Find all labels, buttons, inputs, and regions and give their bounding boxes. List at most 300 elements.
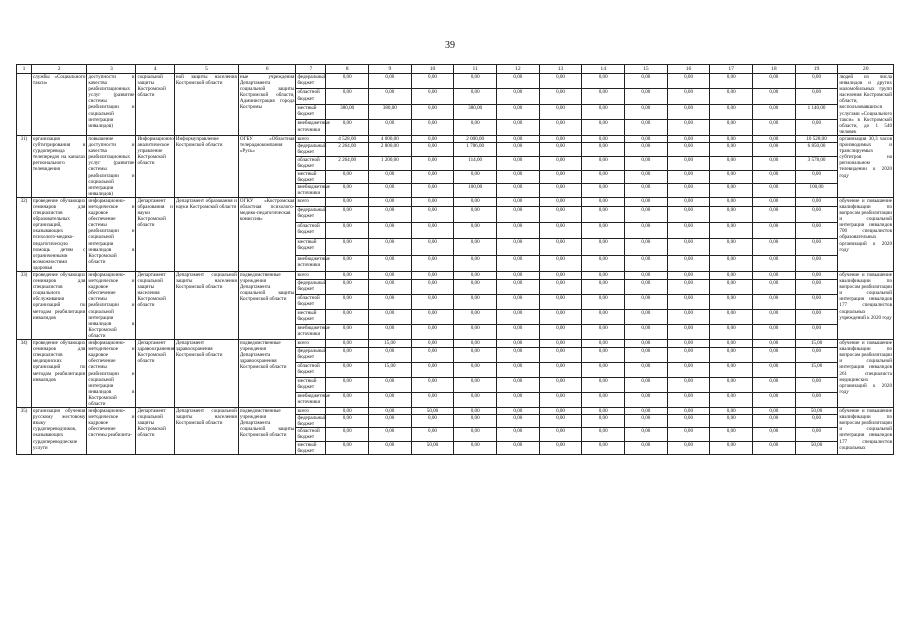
- funding-value: 0,00: [710, 255, 753, 271]
- funding-value: 0,00: [710, 120, 753, 135]
- funding-value: 0,00: [326, 255, 369, 271]
- funding-value: 0,00: [326, 272, 369, 280]
- measure-direction: информационно-методическое и кадровое обеспечение системы реабилитации и социальной интеграции инвалидов в Костромской области: [88, 272, 135, 339]
- funding-value: 0,00: [497, 170, 540, 184]
- funding-value: 0,00: [411, 280, 454, 295]
- funding-value: 0,00: [326, 310, 369, 325]
- measure-description: службы «Социального такси»: [31, 74, 86, 136]
- funding-value: 0,00: [710, 363, 753, 378]
- funding-value: 50,00: [795, 408, 838, 415]
- participants: подведомственные учреждения Департамента социальной защиты Костромской области: [238, 408, 296, 455]
- funding-value: 0,00: [411, 340, 454, 348]
- coexecutor: Информуправление Костромской области: [174, 135, 238, 197]
- funding-value: 0,00: [753, 222, 796, 238]
- funding-value: 0,00: [667, 239, 710, 255]
- funding-value: 0,00: [454, 272, 497, 280]
- funding-value: 0,00: [326, 325, 369, 340]
- funding-value: 0,00: [582, 310, 625, 325]
- funding-value: 0,00: [753, 378, 796, 393]
- measure-number: 34): [17, 340, 32, 408]
- funding-value: 6 850,00: [795, 143, 838, 157]
- funding-value: 0,00: [454, 222, 497, 238]
- funding-value: 0,00: [795, 428, 838, 441]
- funding-value: 0,00: [710, 222, 753, 238]
- measure-direction: информационно-методическое и кадровое обеспечение системы реабилита-: [87, 408, 136, 455]
- funding-value: 0,00: [454, 363, 497, 378]
- funding-value: 0,00: [667, 393, 710, 408]
- funding-value: 0,00: [625, 197, 668, 206]
- funding-value: 0,00: [753, 325, 796, 340]
- funding-value: 0,00: [795, 310, 838, 325]
- funding-value: 0,00: [753, 280, 796, 295]
- funding-value: 0,00: [539, 135, 582, 142]
- funding-value: 0,00: [411, 89, 454, 104]
- funding-value: 0,00: [369, 120, 412, 135]
- funding-value: 0,00: [539, 363, 582, 378]
- funding-value: 0,00: [539, 206, 582, 222]
- funding-value: 0,00: [667, 156, 710, 170]
- funding-value: 0,00: [497, 340, 540, 348]
- column-number: 13: [539, 65, 582, 74]
- funding-value: 0,00: [710, 272, 753, 280]
- funding-value: 0,00: [582, 363, 625, 378]
- funding-source: местный бюджет: [296, 104, 326, 119]
- funding-value: 50,00: [411, 441, 454, 454]
- funding-value: 0,00: [710, 415, 753, 428]
- funding-value: 0,00: [582, 239, 625, 255]
- funding-source: внебюджетные источники: [296, 393, 326, 408]
- funding-value: 0,00: [795, 239, 838, 255]
- funding-value: 0,00: [753, 340, 796, 348]
- funding-value: 0,00: [753, 239, 796, 255]
- funding-source: областной бюджет: [296, 428, 326, 441]
- column-number: 14: [582, 65, 625, 74]
- funding-value: 0,00: [369, 272, 412, 280]
- responsible-executor: Департамент здравоохранения Костромской области: [136, 340, 174, 408]
- funding-source: внебюджетные источники: [296, 325, 326, 340]
- funding-value: 0,00: [667, 184, 710, 198]
- funding-value: 0,00: [795, 295, 838, 310]
- funding-value: 0,00: [753, 170, 796, 184]
- funding-value: 0,00: [582, 295, 625, 310]
- funding-value: 0,00: [667, 295, 710, 310]
- column-number: 3: [87, 65, 136, 74]
- funding-value: 0,00: [369, 222, 412, 238]
- funding-value: 50,00: [411, 408, 454, 415]
- funding-value: 0,00: [539, 378, 582, 393]
- funding-value: 0,00: [625, 325, 668, 340]
- funding-value: 0,00: [411, 415, 454, 428]
- funding-value: 0,00: [795, 325, 838, 340]
- funding-value: 0,00: [667, 222, 710, 238]
- funding-value: 0,00: [411, 74, 454, 89]
- funding-value: 0,00: [539, 325, 582, 340]
- funding-value: 0,00: [497, 239, 540, 255]
- funding-value: 0,00: [582, 89, 625, 104]
- coexecutor: ной защиты населения Костромской области: [174, 74, 238, 136]
- funding-value: 0,00: [411, 135, 454, 142]
- column-number: 11: [454, 65, 497, 74]
- funding-value: 0,00: [369, 441, 412, 454]
- funding-value: 0,00: [454, 310, 497, 325]
- funding-value: 0,00: [582, 348, 625, 363]
- funding-value: 0,00: [582, 415, 625, 428]
- funding-value: 0,00: [497, 348, 540, 363]
- funding-value: 0,00: [582, 135, 625, 142]
- funding-value: 50,00: [795, 441, 838, 454]
- funding-value: 0,00: [795, 415, 838, 428]
- funding-value: 0,00: [625, 415, 668, 428]
- funding-value: 0,00: [667, 197, 710, 206]
- funding-value: 2 264,00: [326, 143, 369, 157]
- funding-value: 0,00: [411, 378, 454, 393]
- column-number: 15: [625, 65, 668, 74]
- column-number: 9: [369, 65, 412, 74]
- funding-value: 0,00: [753, 74, 796, 89]
- funding-value: 0,00: [710, 206, 753, 222]
- funding-value: 0,00: [753, 104, 796, 119]
- funding-value: 0,00: [497, 408, 540, 415]
- expected-result: обучение и повышение квалификации по вопросам реабилитации и социальной интеграции инвалидов 177 специалистов социальных учреждений к 2020 году: [838, 272, 894, 340]
- funding-value: 0,00: [454, 89, 497, 104]
- funding-value: 0,00: [369, 393, 412, 408]
- funding-value: 0,00: [710, 325, 753, 340]
- funding-value: 0,00: [326, 170, 369, 184]
- funding-value: 0,00: [497, 363, 540, 378]
- funding-value: 0,00: [667, 104, 710, 119]
- coexecutor: Департамент образования и науки Костромской области: [174, 197, 238, 271]
- funding-value: 0,00: [582, 441, 625, 454]
- funding-value: 0,00: [753, 310, 796, 325]
- funding-value: 0,00: [539, 272, 582, 280]
- table-row: [17, 408, 894, 415]
- funding-value: 0,00: [369, 184, 412, 198]
- column-number: 20: [838, 65, 894, 74]
- funding-value: 0,00: [795, 348, 838, 363]
- funding-value: 4 528,00: [326, 135, 369, 142]
- funding-value: 0,00: [625, 280, 668, 295]
- funding-value: 0,00: [625, 135, 668, 142]
- funding-value: 0,00: [753, 295, 796, 310]
- funding-value: 0,00: [539, 393, 582, 408]
- funding-value: 0,00: [454, 348, 497, 363]
- funding-value: 0,00: [539, 197, 582, 206]
- funding-value: 0,00: [369, 89, 412, 104]
- funding-value: 0,00: [497, 255, 540, 271]
- funding-value: 0,00: [710, 197, 753, 206]
- funding-value: 0,00: [625, 184, 668, 198]
- responsible-executor: Департамент социальной защиты Костромской области: [136, 408, 174, 455]
- funding-value: 0,00: [795, 393, 838, 408]
- funding-value: 3 578,00: [795, 156, 838, 170]
- funding-value: 0,00: [539, 222, 582, 238]
- funding-value: 4 000,00: [369, 135, 412, 142]
- funding-value: 0,00: [497, 89, 540, 104]
- measure-direction: информационно-методическое и кадровое обеспечение системы реабилитации и социальной интеграции инвалидов в Костромской области: [88, 340, 135, 407]
- column-number: 7: [296, 65, 326, 74]
- funding-value: 0,00: [625, 170, 668, 184]
- funding-source: областной бюджет: [296, 222, 326, 238]
- funding-value: 0,00: [625, 104, 668, 119]
- funding-source: областной бюджет: [296, 89, 326, 104]
- funding-value: 0,00: [326, 89, 369, 104]
- participants: ные учреждения Департамента социальной защиты Костромской области, Администрация города Костромы: [238, 74, 296, 136]
- funding-value: 0,00: [753, 206, 796, 222]
- funding-value: 0,00: [411, 325, 454, 340]
- funding-value: 0,00: [667, 408, 710, 415]
- funding-value: 0,00: [411, 143, 454, 157]
- funding-value: 0,00: [753, 143, 796, 157]
- funding-value: 0,00: [454, 74, 497, 89]
- funding-value: 15,00: [795, 340, 838, 348]
- responsible-executor: Департамент социальной защиты населения Костромской области: [136, 272, 174, 340]
- table-row: [17, 135, 894, 142]
- funding-value: 0,00: [710, 310, 753, 325]
- funding-value: 0,00: [497, 120, 540, 135]
- funding-value: 0,00: [326, 184, 369, 198]
- funding-source: федеральный бюджет: [296, 206, 326, 222]
- funding-value: 0,00: [582, 340, 625, 348]
- funding-value: 0,00: [795, 197, 838, 206]
- funding-value: 0,00: [753, 135, 796, 142]
- column-number: 2: [31, 65, 86, 74]
- funding-value: 0,00: [582, 197, 625, 206]
- participants: ОГБУ «Областная телерадиокомпания «Русь»: [238, 135, 296, 197]
- funding-value: 0,00: [411, 255, 454, 271]
- funding-source: местный бюджет: [296, 170, 326, 184]
- funding-value: 0,00: [539, 89, 582, 104]
- funding-value: 0,00: [625, 222, 668, 238]
- funding-value: 0,00: [625, 441, 668, 454]
- funding-value: 0,00: [753, 363, 796, 378]
- funding-value: 0,00: [753, 272, 796, 280]
- funding-value: 100,00: [454, 184, 497, 198]
- funding-value: 0,00: [369, 197, 412, 206]
- funding-value: 0,00: [667, 310, 710, 325]
- funding-value: 0,00: [326, 415, 369, 428]
- funding-value: 0,00: [753, 184, 796, 198]
- funding-value: 0,00: [795, 272, 838, 280]
- funding-value: 0,00: [497, 222, 540, 238]
- funding-value: 0,00: [454, 441, 497, 454]
- funding-value: 0,00: [369, 428, 412, 441]
- table-row: [17, 74, 894, 89]
- funding-value: 0,00: [753, 348, 796, 363]
- funding-value: 0,00: [497, 310, 540, 325]
- funding-value: 0,00: [795, 378, 838, 393]
- funding-value: 0,00: [497, 184, 540, 198]
- funding-value: 0,00: [582, 104, 625, 119]
- funding-value: 0,00: [582, 120, 625, 135]
- participants: подведомственные учреждения Департамента здравоохранения Костромской области: [238, 340, 296, 408]
- funding-value: 0,00: [625, 120, 668, 135]
- column-number: 6: [238, 65, 296, 74]
- funding-value: 0,00: [667, 415, 710, 428]
- funding-value: 0,00: [582, 143, 625, 157]
- funding-value: 0,00: [326, 428, 369, 441]
- funding-value: 0,00: [625, 310, 668, 325]
- column-number-row: [17, 65, 894, 74]
- funding-value: 0,00: [326, 222, 369, 238]
- funding-value: 0,00: [497, 143, 540, 157]
- funding-value: 0,00: [369, 310, 412, 325]
- funding-value: 0,00: [625, 156, 668, 170]
- funding-value: 0,00: [454, 206, 497, 222]
- funding-value: 0,00: [497, 415, 540, 428]
- funding-value: 0,00: [625, 348, 668, 363]
- funding-value: 0,00: [795, 255, 838, 271]
- funding-value: 0,00: [625, 408, 668, 415]
- funding-value: 0,00: [582, 184, 625, 198]
- funding-value: 0,00: [454, 428, 497, 441]
- funding-value: 0,00: [667, 170, 710, 184]
- funding-value: 0,00: [795, 206, 838, 222]
- responsible-executor: социальной защиты Костромской области: [136, 74, 174, 136]
- funding-source: всего: [296, 408, 326, 415]
- funding-value: 0,00: [539, 156, 582, 170]
- funding-value: 0,00: [753, 197, 796, 206]
- expected-result: обучение и повышение квалификации по вопросам реабилитации и социальной интеграции инвалидов 177 специалистов социальных: [838, 408, 894, 455]
- funding-value: 380,00: [369, 104, 412, 119]
- column-number: 19: [795, 65, 838, 74]
- funding-value: 0,00: [667, 428, 710, 441]
- funding-value: 0,00: [326, 206, 369, 222]
- funding-value: 0,00: [625, 255, 668, 271]
- funding-value: 0,00: [667, 120, 710, 135]
- funding-value: 0,00: [753, 89, 796, 104]
- funding-value: 0,00: [326, 197, 369, 206]
- funding-value: 0,00: [454, 408, 497, 415]
- funding-value: 100,00: [795, 184, 838, 198]
- funding-value: 0,00: [454, 415, 497, 428]
- column-number: 17: [710, 65, 753, 74]
- coexecutor: Департамент социальной защиты населения Костромской области: [174, 272, 238, 340]
- funding-value: 15,00: [795, 363, 838, 378]
- funding-value: 0,00: [582, 325, 625, 340]
- funding-source: областной бюджет: [296, 295, 326, 310]
- funding-value: 0,00: [411, 206, 454, 222]
- table-body: [17, 74, 894, 455]
- funding-value: 0,00: [539, 143, 582, 157]
- funding-value: 0,00: [369, 74, 412, 89]
- funding-value: 0,00: [710, 441, 753, 454]
- funding-value: 0,00: [497, 295, 540, 310]
- measure-description: проведение обучающих семинаров для специалистов медицинских организаций по методам реабилитации инвалидов: [31, 340, 86, 408]
- responsible-executor: Департамент образования и науки Костромской области: [136, 197, 174, 271]
- funding-value: 0,00: [369, 170, 412, 184]
- funding-value: 0,00: [411, 295, 454, 310]
- measure-description: организация обучения русскому жестовому языку сурдопереводчиков, оказывающих сурдопереводческие услуги: [31, 408, 86, 455]
- funding-value: 0,00: [582, 428, 625, 441]
- funding-value: 0,00: [497, 272, 540, 280]
- funding-value: 0,00: [326, 348, 369, 363]
- column-number: 1: [17, 65, 32, 74]
- funding-value: 0,00: [497, 325, 540, 340]
- expected-result: обучение и повышение квалификации по вопросам реабилитации и социальной интеграции инвалидов 261 специалиста медицинских организаций к 2020 году: [838, 340, 894, 408]
- funding-value: 0,00: [539, 310, 582, 325]
- funding-value: 0,00: [582, 206, 625, 222]
- funding-value: 0,00: [539, 415, 582, 428]
- funding-value: 0,00: [710, 408, 753, 415]
- column-number: 18: [753, 65, 796, 74]
- funding-value: 0,00: [539, 441, 582, 454]
- funding-value: 0,00: [710, 348, 753, 363]
- funding-value: 0,00: [411, 170, 454, 184]
- measure-direction: информационно-методическое и кадровое обеспечение системы реабилитации и социальной интеграции инвалидов в Костромской области: [87, 197, 136, 271]
- funding-value: 0,00: [795, 170, 838, 184]
- funding-value: 0,00: [326, 408, 369, 415]
- column-number: 5: [174, 65, 238, 74]
- funding-value: 0,00: [582, 378, 625, 393]
- measure-direction: доступности и качества реабилитационных услуг (развитие системы реабилитации и социальной интеграции инвалидов): [87, 74, 136, 136]
- funding-value: 0,00: [497, 104, 540, 119]
- funding-value: 0,00: [753, 255, 796, 271]
- funding-value: 0,00: [710, 340, 753, 348]
- funding-value: 0,00: [369, 408, 412, 415]
- funding-value: 0,00: [411, 310, 454, 325]
- coexecutor: Департамент социальной защиты населения Костромской области: [174, 408, 238, 455]
- funding-source: федеральный бюджет: [296, 348, 326, 363]
- funding-value: 380,00: [454, 104, 497, 119]
- coexecutor: Департамент здравоохранения Костромской области: [174, 340, 238, 408]
- funding-value: 0,00: [753, 156, 796, 170]
- funding-value: 0,00: [667, 340, 710, 348]
- funding-value: 0,00: [795, 222, 838, 238]
- funding-value: 0,00: [710, 74, 753, 89]
- funding-value: 0,00: [667, 378, 710, 393]
- funding-value: 0,00: [369, 239, 412, 255]
- measure-description: организация субтитрирования и сурдоперевода телепередач на каналах регионального телевидения: [31, 135, 86, 197]
- funding-value: 2 800,00: [369, 143, 412, 157]
- funding-value: 0,00: [710, 393, 753, 408]
- program-table: [16, 64, 894, 455]
- funding-source: федеральный бюджет: [296, 280, 326, 295]
- funding-source: местный бюджет: [296, 441, 326, 454]
- funding-value: 0,00: [625, 393, 668, 408]
- funding-value: 0,00: [497, 393, 540, 408]
- funding-value: 0,00: [411, 272, 454, 280]
- funding-source: всего: [296, 197, 326, 206]
- measure-description: проведение обучающих семинаров для специалистов образовательных организаций, оказывающих психолого-медико-педагогическую помощь детям с ограниченными возможностями здоровья: [32, 197, 86, 271]
- funding-value: 0,00: [539, 280, 582, 295]
- column-number: 12: [497, 65, 540, 74]
- funding-value: 0,00: [454, 325, 497, 340]
- table-row: [17, 197, 894, 206]
- measure-number: [17, 74, 32, 136]
- funding-value: 0,00: [539, 295, 582, 310]
- funding-value: 1 140,00: [795, 104, 838, 119]
- funding-source: внебюджетные источники: [296, 120, 326, 135]
- funding-value: 0,00: [539, 170, 582, 184]
- funding-value: 0,00: [369, 255, 412, 271]
- funding-value: 0,00: [454, 295, 497, 310]
- funding-value: 0,00: [497, 197, 540, 206]
- funding-value: 0,00: [753, 408, 796, 415]
- funding-value: 0,00: [369, 206, 412, 222]
- expected-result: обучение и повышение квалификации по вопросам реабилитации и социальной интеграции инвалидов 700 специалистов образовательных организаций к 2020 году: [838, 197, 894, 271]
- funding-value: 0,00: [369, 415, 412, 428]
- funding-value: 0,00: [625, 206, 668, 222]
- measure-number: 33): [17, 272, 32, 340]
- measure-direction: повышение доступности и качества реабилитационных услуг (развитие системы реабилитации и социальной интеграции инвалидов): [88, 135, 135, 197]
- funding-value: 0,00: [667, 363, 710, 378]
- funding-value: 0,00: [539, 184, 582, 198]
- funding-value: 0,00: [667, 206, 710, 222]
- funding-value: 0,00: [582, 272, 625, 280]
- funding-value: 0,00: [411, 120, 454, 135]
- funding-value: 0,00: [369, 325, 412, 340]
- funding-value: 0,00: [710, 428, 753, 441]
